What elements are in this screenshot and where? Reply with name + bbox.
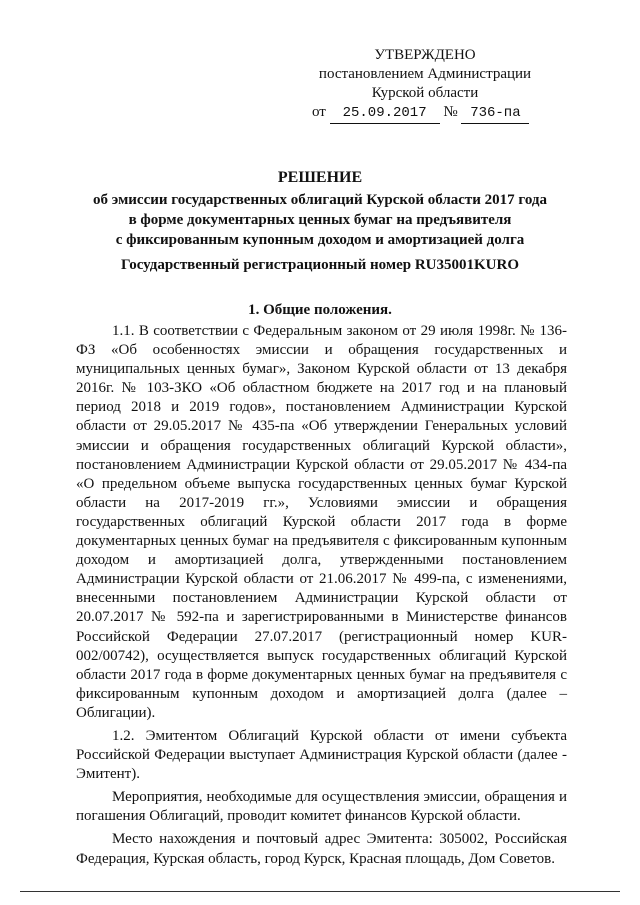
section-body	[76, 322, 567, 873]
approval-heading: УТВЕРЖДЕНО	[374, 47, 476, 63]
title-line-3: с фиксированным купонным доходом и амортизацией долга	[115, 232, 525, 248]
approval-number: 736-па	[461, 104, 529, 124]
approval-line-2: Курской области	[371, 85, 479, 101]
registration-number: Государственный регистрационный номер RU35001KURO	[120, 257, 519, 273]
title-line-2: в форме документарных ценных бумаг на предъявителя	[128, 212, 512, 228]
number-prefix: №	[443, 104, 458, 120]
title-main: РЕШЕНИЕ	[277, 169, 363, 186]
paragraph-1-1: 1.1. В соответствии с Федеральным законом от 29 июля 1998г. № 136-ФЗ «Об особенностях эмиссии и обращения государственных и муниципальных ценных бумаг», Законом Курской области от 13 декабря 2016г. № 103-ЗКО «Об областном бюджете на 2017 год и на плановый период 2018 и 2019 годов», постановлением Администрации Курской области от 29.05.2017 № 435-па «Об утверждении Генеральных условий эмиссии и обращения государственных облигаций Курской области», постановлением Администрации Курской области от 29.05.2017 № 434-па «О предельном объеме выпуска государственных ценных бумаг Курской области на 2017-2019 гг.», Условиями эмиссии и обращения государственных облигаций Курской области 2017 года в форме документарных ценных бумаг на предъявителя с фиксированным купонным доходом и амортизацией долга, утвержденными постановлением Администрации Курской области от 21.06.2017 № 499-па, с изменениями, внесенными постановлением Администрации Курской области от 20.07.2017 № 592-па и зарегистрированными в Министерстве финансов Российской Федерации 27.07.2017 (регистрационный номер KUR-002/00742), осуществляется выпуск государственных облигаций Курской области 2017 года в форме документарных ценных бумаг на предъявителя с фиксированным купонным доходом и амортизацией долга (далее – Облигации).	[76, 323, 567, 721]
section-heading: 1. Общие положения.	[248, 302, 392, 318]
bottom-divider	[20, 891, 620, 892]
date-prefix: от	[312, 104, 326, 120]
approval-stamp	[300, 46, 550, 124]
paragraph-address: Место нахождения и почтовый адрес Эмитента: 305002, Российская Федерация, Курская область, город Курск, Красная площадь, Дом Советов.	[76, 831, 567, 867]
title-line-1: об эмиссии государственных облигаций Курской области 2017 года	[92, 192, 548, 208]
paragraph-1-2: 1.2. Эмитентом Облигаций Курской области от имени субъекта Российской Федерации выступает Администрация Курской области (далее - Эмитент).	[76, 727, 567, 783]
approval-line-1: постановлением Администрации	[318, 66, 532, 82]
approval-date: 25.09.2017	[330, 104, 440, 124]
document-title	[60, 168, 580, 250]
paragraph-activities: Мероприятия, необходимые для осуществления эмиссии, обращения и погашения Облигаций, проводит комитет финансов Курской области.	[76, 789, 567, 825]
approval-date-row	[300, 103, 550, 124]
